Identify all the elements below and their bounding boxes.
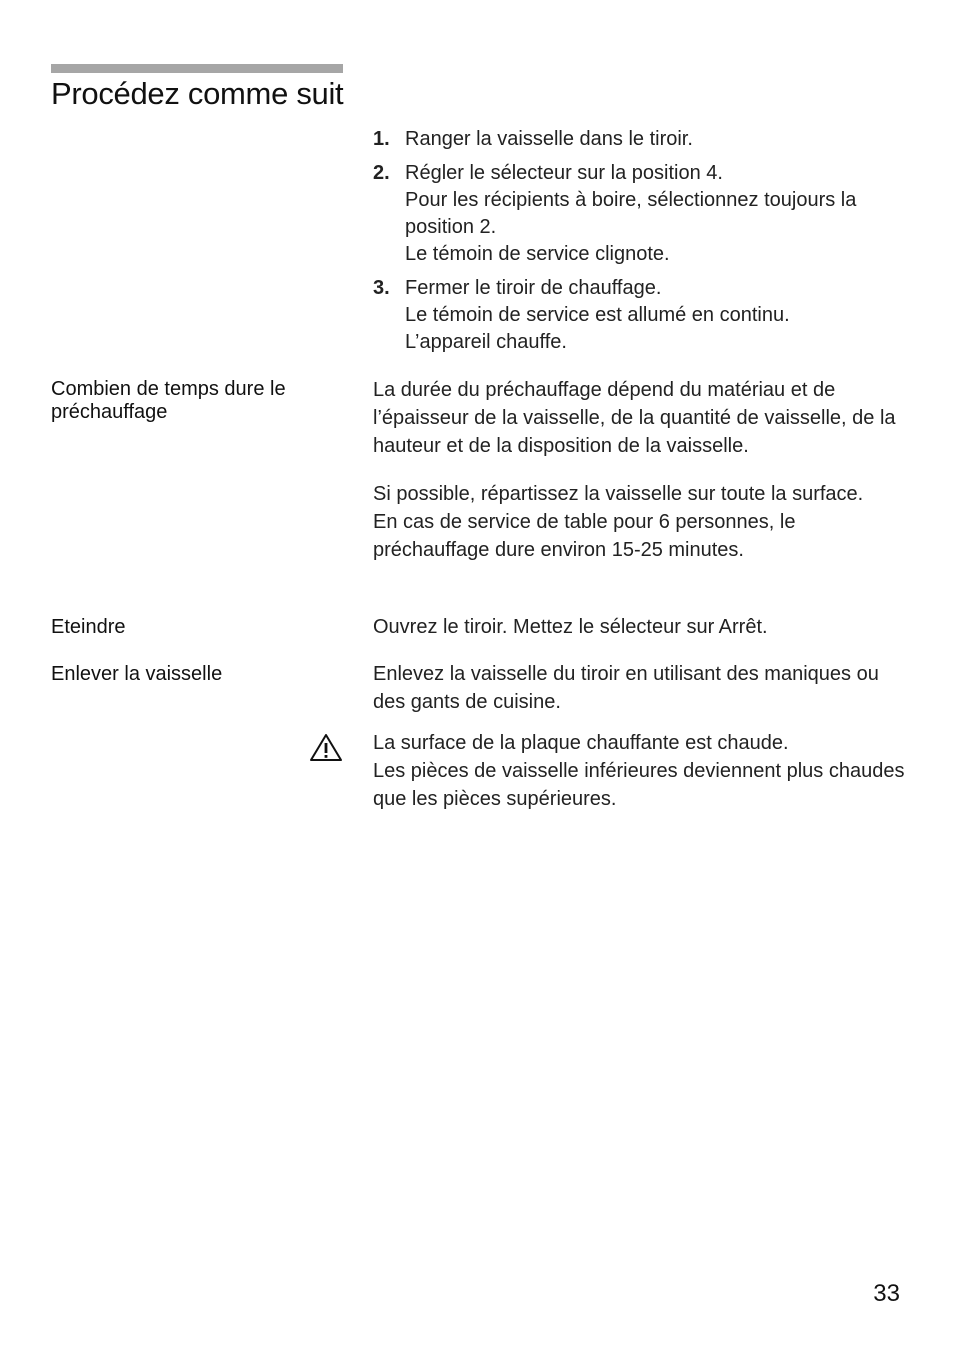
section-rule: [51, 64, 343, 73]
step-item: [373, 160, 913, 268]
preheat-heading: Combien de temps dure le préchauffage: [51, 378, 286, 423]
warning-line: Les pièces de vaisselle inférieures deviennent plus chaudes que les pièces supérieures.: [373, 760, 905, 810]
warning-text: [373, 729, 913, 813]
step-number: 2.: [373, 162, 390, 184]
warning-line: La surface de la plaque chauffante est chaude.: [373, 732, 789, 754]
step-text: Le témoin de service clignote.: [405, 243, 670, 265]
step-text: Régler le sélecteur sur la position 4.: [405, 162, 723, 184]
step-text: Ranger la vaisselle dans le tiroir.: [405, 128, 693, 150]
preheat-tip: [373, 480, 913, 564]
preheat-paragraph: La durée du préchauffage dépend du matériau et de l’épaisseur de la vaisselle, de la quantité de vaisselle, de la hauteur et de la disposition de la vaisselle.: [373, 379, 896, 457]
step-text: L’appareil chauffe.: [405, 331, 567, 353]
step-text: Le témoin de service est allumé en continu.: [405, 304, 790, 326]
preheat-duration-line: En cas de service de table pour 6 personnes, le préchauffage dure environ 15-25 minutes.: [373, 511, 796, 561]
step-text: Pour les récipients à boire, sélectionnez toujours la position 2.: [405, 189, 857, 238]
step-item: [373, 126, 913, 153]
step-item: [373, 275, 913, 356]
preheat-tip-line: Si possible, répartissez la vaisselle sur toute la surface.: [373, 483, 864, 505]
switch-off-text: Ouvrez le tiroir. Mettez le sélecteur sur Arrêt.: [373, 616, 768, 638]
remove-text: Enlevez la vaisselle du tiroir en utilisant des maniques ou des gants de cuisine.: [373, 663, 879, 713]
step-number: 1.: [373, 128, 390, 150]
remove-heading: Enlever la vaisselle: [51, 663, 223, 685]
steps-list: [373, 126, 913, 363]
switch-off-heading: Eteindre: [51, 616, 126, 638]
page-number: 33: [873, 1280, 900, 1307]
step-text: Fermer le tiroir de chauffage.: [405, 277, 662, 299]
warning-triangle-icon: [309, 733, 343, 763]
section-title: Procédez comme suit: [51, 76, 344, 111]
step-number: 3.: [373, 277, 390, 299]
